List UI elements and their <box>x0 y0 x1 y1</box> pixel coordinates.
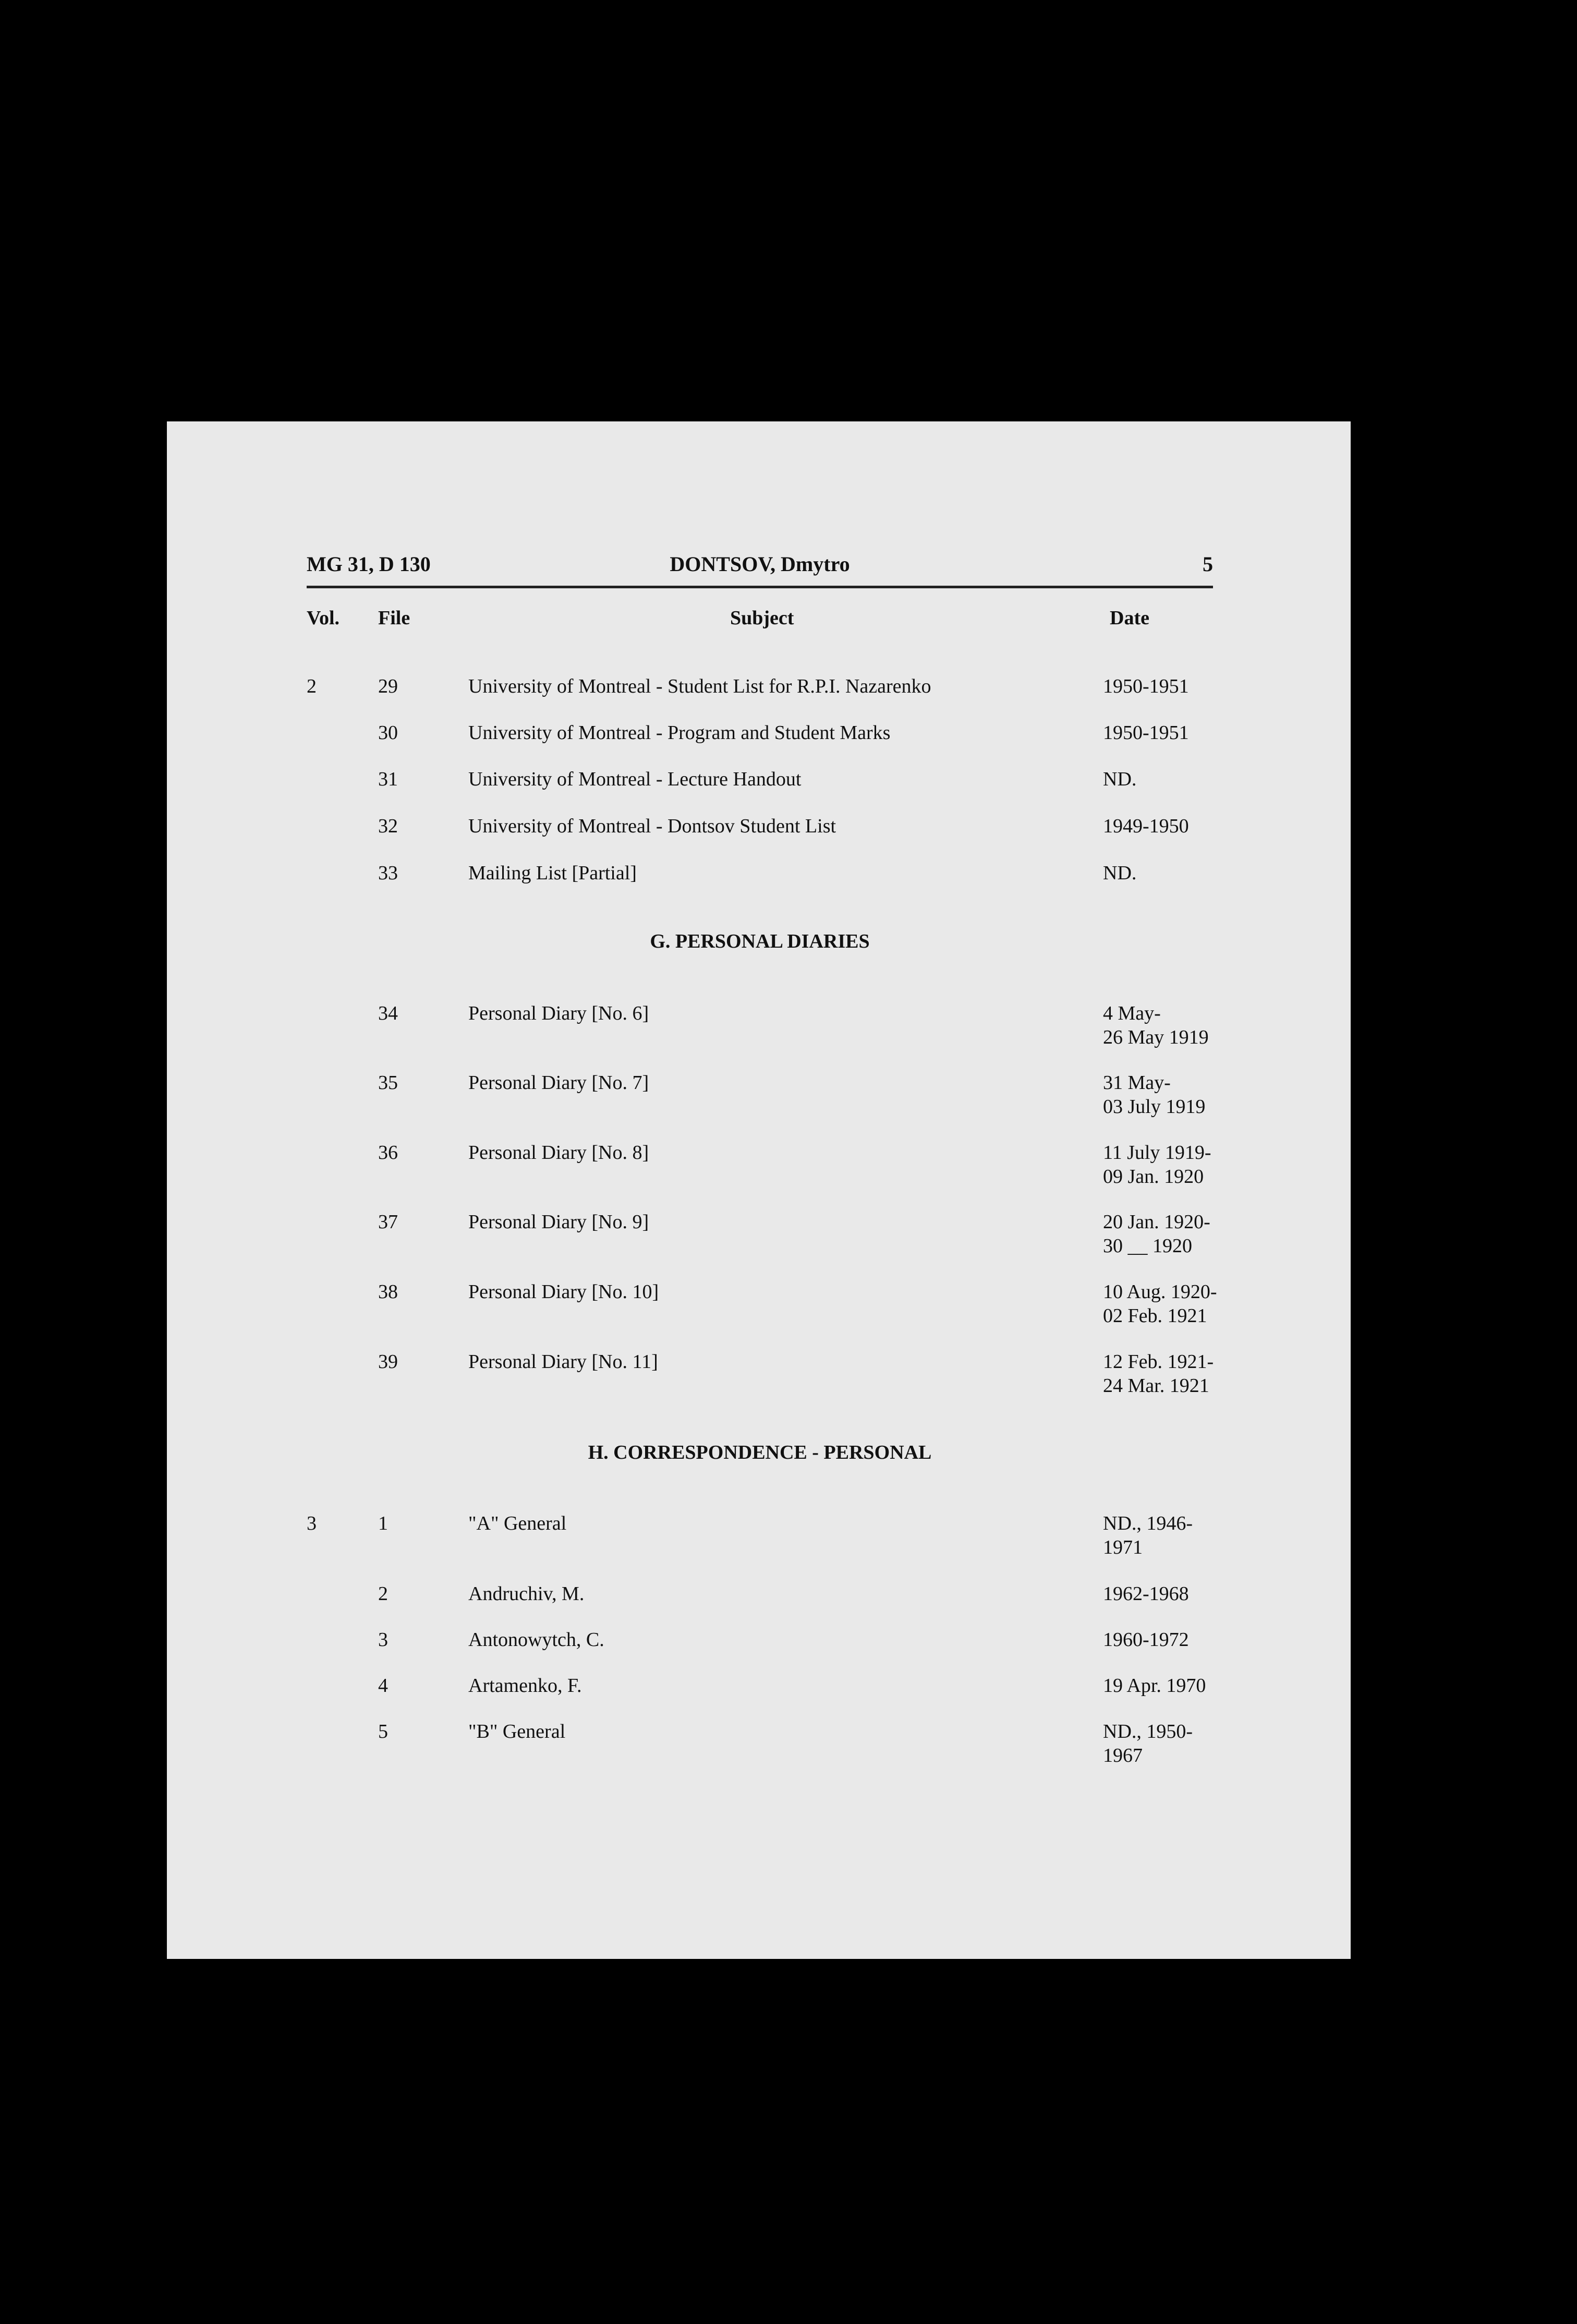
row-file: 29 <box>378 675 398 697</box>
page-header <box>307 552 1213 583</box>
row-date: 1960-1972 <box>1103 1629 1189 1651</box>
row-subject: Andruchiv, M. <box>468 1583 585 1605</box>
column-header-subject: Subject <box>730 607 794 629</box>
row-date: 20 Jan. 1920- 30 __ 1920 <box>1103 1211 1210 1257</box>
row-date: 1962-1968 <box>1103 1583 1189 1605</box>
row-subject: Personal Diary [No. 9] <box>468 1211 649 1233</box>
row-subject: Personal Diary [No. 11] <box>468 1351 658 1373</box>
row-file: 34 <box>378 1002 398 1024</box>
row-date: ND., 1946- 1971 <box>1103 1512 1193 1558</box>
row-file: 4 <box>378 1675 388 1697</box>
row-file: 32 <box>378 815 398 837</box>
row-date: 1950-1951 <box>1103 675 1189 697</box>
column-header-vol: Vol. <box>307 607 340 629</box>
row-file: 38 <box>378 1281 398 1303</box>
row-date: 10 Aug. 1920- 02 Feb. 1921 <box>1103 1281 1217 1327</box>
row-date: ND. <box>1103 768 1137 790</box>
header-title: DONTSOV, Dmytro <box>670 552 850 576</box>
row-subject: Personal Diary [No. 6] <box>468 1002 649 1024</box>
section-heading-personal-diaries: G. PERSONAL DIARIES <box>650 930 870 952</box>
row-date: 4 May- 26 May 1919 <box>1103 1002 1209 1048</box>
row-date: 19 Apr. 1970 <box>1103 1675 1206 1697</box>
row-date: 11 July 1919- 09 Jan. 1920 <box>1103 1142 1211 1188</box>
row-subject: University of Montreal - Student List for R.P.I. Nazarenko <box>468 675 931 697</box>
row-subject: Personal Diary [No. 10] <box>468 1281 659 1303</box>
row-subject: University of Montreal - Dontsov Student List <box>468 815 836 837</box>
row-subject: University of Montreal - Program and Student Marks <box>468 722 891 744</box>
row-subject: "B" General <box>468 1721 566 1742</box>
column-header-date: Date <box>1110 607 1149 629</box>
row-subject: Antonowytch, C. <box>468 1629 604 1651</box>
row-file: 37 <box>378 1211 398 1233</box>
row-date: 12 Feb. 1921- 24 Mar. 1921 <box>1103 1351 1214 1397</box>
row-vol: 2 <box>307 675 317 697</box>
row-file: 31 <box>378 768 398 790</box>
row-subject: Personal Diary [No. 8] <box>468 1142 649 1164</box>
row-date: ND., 1950- 1967 <box>1103 1721 1193 1766</box>
row-vol: 3 <box>307 1512 317 1534</box>
row-date: 1950-1951 <box>1103 722 1189 744</box>
row-file: 5 <box>378 1721 388 1742</box>
row-file: 1 <box>378 1512 388 1534</box>
row-file: 33 <box>378 862 398 884</box>
row-subject: Mailing List [Partial] <box>468 862 637 884</box>
document-page <box>167 421 1351 1959</box>
row-file: 39 <box>378 1351 398 1373</box>
row-file: 2 <box>378 1583 388 1605</box>
row-subject: Personal Diary [No. 7] <box>468 1072 649 1094</box>
row-file: 3 <box>378 1629 388 1651</box>
row-file: 35 <box>378 1072 398 1094</box>
row-file: 36 <box>378 1142 398 1164</box>
row-subject: Artamenko, F. <box>468 1675 582 1697</box>
section-heading-correspondence-personal: H. CORRESPONDENCE - PERSONAL <box>588 1442 932 1463</box>
row-date: ND. <box>1103 862 1137 884</box>
header-rule <box>307 586 1213 588</box>
column-header-file: File <box>378 607 410 629</box>
row-subject: "A" General <box>468 1512 567 1534</box>
header-reference: MG 31, D 130 <box>307 552 431 576</box>
page-number: 5 <box>1203 552 1213 576</box>
row-subject: University of Montreal - Lecture Handout <box>468 768 802 790</box>
row-date: 31 May- 03 July 1919 <box>1103 1072 1206 1118</box>
row-file: 30 <box>378 722 398 744</box>
row-date: 1949-1950 <box>1103 815 1189 837</box>
